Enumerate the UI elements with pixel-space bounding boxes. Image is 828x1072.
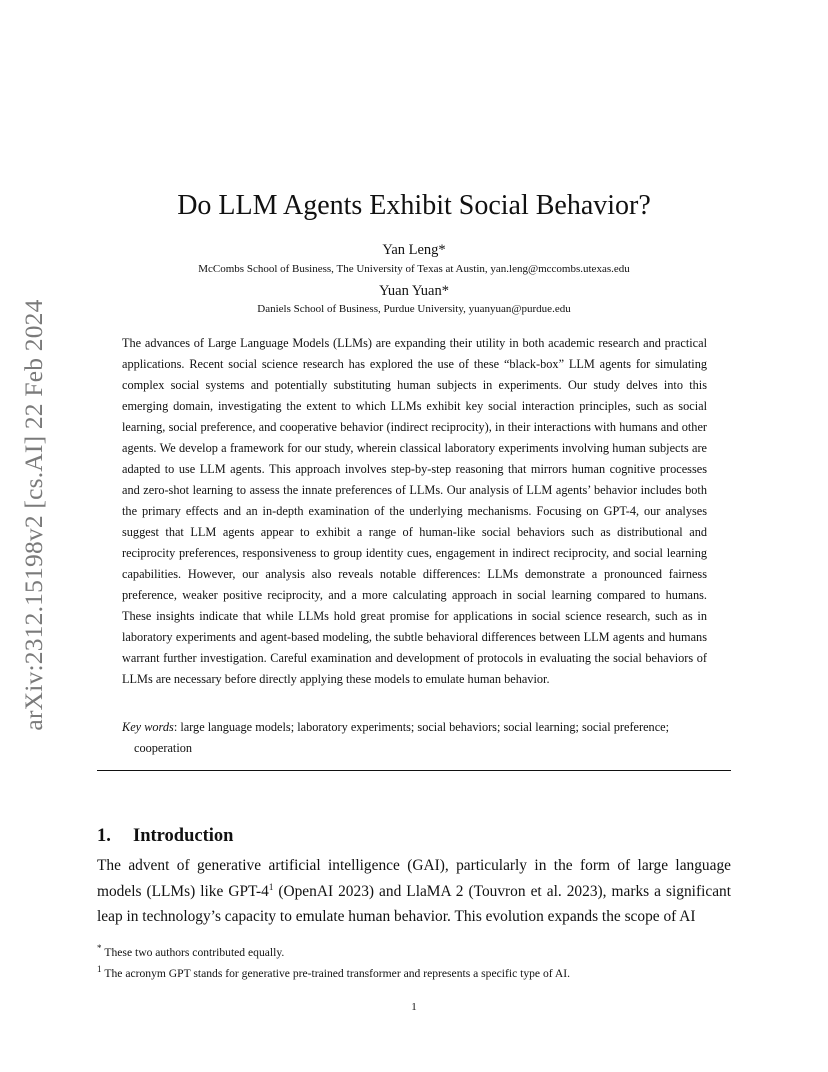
keywords-label: Key words (122, 720, 174, 734)
section-number: 1. (97, 826, 111, 846)
footnote (97, 964, 731, 980)
footnote-mark: * (97, 943, 102, 954)
paper-title: Do LLM Agents Exhibit Social Behavior? (177, 190, 651, 221)
keywords: Key words: large language models; laboratory experiments; social behaviors; social learning; social preference; cooperation (122, 720, 670, 755)
page-number: 1 (411, 1001, 417, 1013)
footnote-text: The acronym GPT stands for generative pre-trained transformer and represents a specific type of AI. (104, 967, 571, 980)
author-name: Yan Leng* (382, 242, 446, 258)
author-affiliation: Daniels School of Business, Purdue University, yuanyuan@purdue.edu (257, 303, 571, 315)
intro-paragraph (97, 853, 731, 930)
author-affiliation: McCombs School of Business, The University of Texas at Austin, yan.leng@mccombs.utexas.edu (198, 263, 630, 275)
abstract: The advances of Large Language Models (LLMs) are expanding their utility in both academic research and practical applications. Recent social science research has explored the use of these “black-box” LLM agents for simulating complex social systems and potentially substituting human subjects in experiments. Our study delves into this emerging domain, investigating the extent to which LLMs exhibit key social interaction principles, such as social learning, social preference, and cooperative behavior (indirect reciprocity), in their interactions with humans and other agents. We develop a framework for our study, wherein classical laboratory experiments involving human subjects are adapted to use LLM agents. This approach involves step-by-step reasoning that mirrors human cognitive processes and zero-shot learning to assess the innate preferences of LLMs. Our analysis of LLM agents’ behavior includes both the primary effects and an in-depth examination of the underlying mechanisms. Focusing on GPT-4, our analyses suggest that LLM agents appear to exhibit a range of human-like social behaviors such as distributional and reciprocity preferences, responsiveness to group identity cues, engagement in indirect reciprocity, and social learning capabilities. However, our analysis also reveals notable differences: LLMs demonstrate a pronounced fairness preference, weaker positive reciprocity, and a more calculating approach in social learning compared to humans. These insights indicate that while LLMs hold great promise for applications in social science research, such as in laboratory experiments and agent-based modeling, the subtle behavioral differences between LLM agents and humans warrant further investigation. Careful examination and development of protocols in evaluating the social behaviors of LLMs are necessary before directly applying these models to emulate human behavior. (122, 336, 707, 686)
intro-text: The advent of generative artificial intelligence (GAI), particularly in the form of large language models (LLMs) like GPT-4 (97, 857, 731, 900)
footnote (97, 943, 731, 959)
intro-text: (OpenAI 2023) and LlaMA 2 (Touvron et al. 2023), marks a significant leap in technology’s capacity to emulate human behavior. This evolution expands the scope of AI (97, 882, 731, 925)
arxiv-identifier-text: arXiv:2312.15198v2 [cs.AI] 22 Feb 2024 (19, 299, 48, 731)
section-title: Introduction (133, 826, 234, 846)
footnote-text: These two authors contributed equally. (104, 946, 285, 959)
footnote-ref[interactable]: 1 (268, 881, 274, 892)
section-divider (97, 770, 731, 771)
keywords-text: large language models; laboratory experiments; social behaviors; social learning; social preference; cooperation (134, 720, 670, 755)
author-name: Yuan Yuan* (379, 283, 449, 299)
section-heading (97, 826, 233, 847)
footnote-mark: 1 (97, 964, 102, 975)
